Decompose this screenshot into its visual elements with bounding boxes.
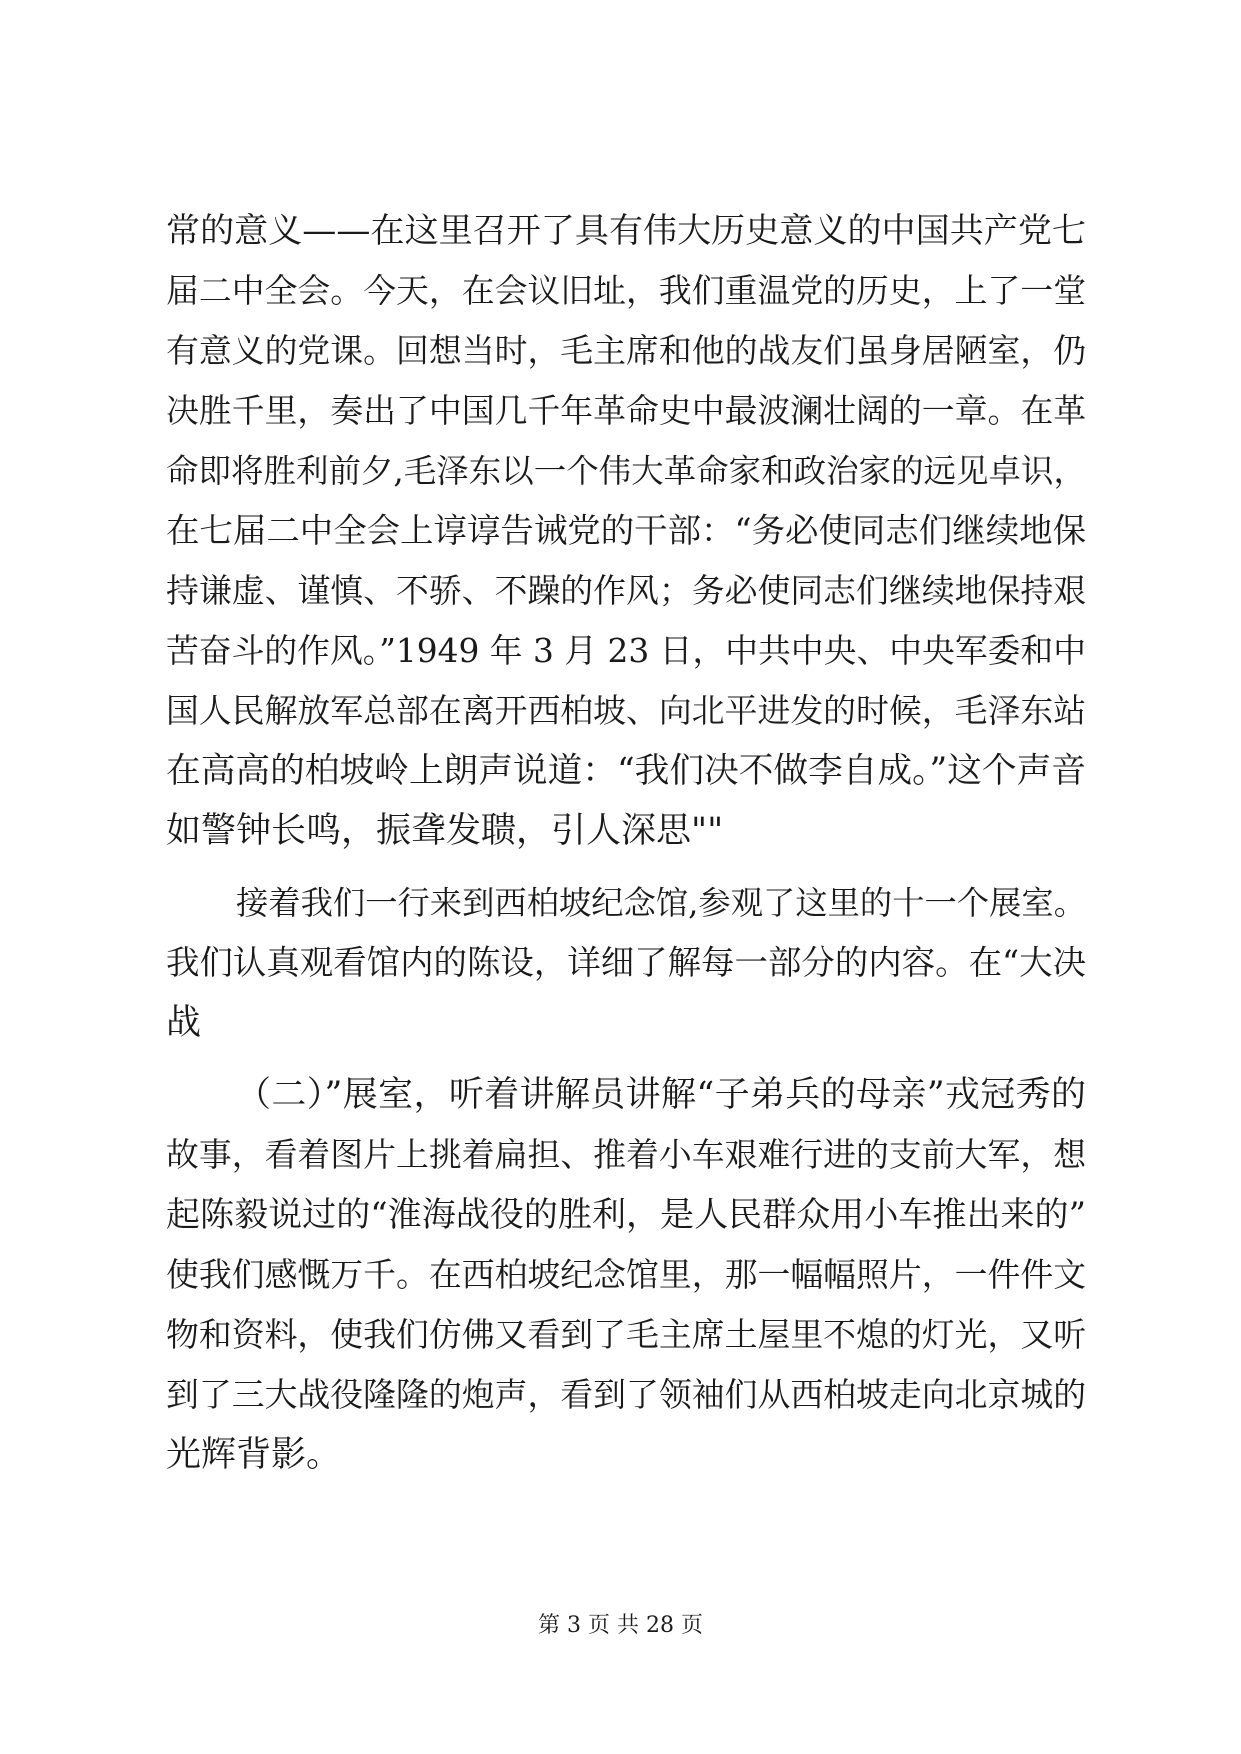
text-line: 到了三大战役隆隆的炮声，看到了领袖们从西柏坡走向北京城的 xyxy=(166,1375,1087,1414)
text-line: 苦奋斗的作风。”1949 年 3 月 23 日，中共中央、中央军委和中 xyxy=(166,632,1086,670)
text-line: 在高高的柏坡岭上朗声说道：“我们决不做李自成。”这个声音 xyxy=(166,751,1086,791)
text-line: 我们认真观看馆内的陈设，详细了解每一部分的内容。在“大决 xyxy=(166,943,1086,982)
text-line: 届二中全会。今天，在会议旧址，我们重温党的历史，上了一堂 xyxy=(166,271,1087,310)
text-line: 如警钟长鸣，振聋发聩，引人深思"" xyxy=(166,811,724,851)
text-line: 有意义的党课。回想当时，毛主席和他的战友们虽身居陋室，仍 xyxy=(166,331,1087,370)
text-line: 在七届二中全会上谆谆告诫党的干部：“务必使同志们继续地保 xyxy=(166,511,1086,550)
text-line: 接着我们一行来到西柏坡纪念馆,参观了这里的十一个展室。 xyxy=(236,884,1086,922)
text-line: 持谦虚、谨慎、不骄、不躁的作风；务必使同志们继续地保持艰 xyxy=(166,571,1087,610)
text-line: 故事，看着图片上挑着扁担、推着小车艰难行进的支前大军，想 xyxy=(166,1135,1087,1174)
page-number-footer: 第 3 页 共 28 页 xyxy=(538,1613,703,1638)
text-line: 光辉背影。 xyxy=(166,1435,342,1475)
text-line: 国人民解放军总部在离开西柏坡、向北平进发的时候，毛泽东站 xyxy=(166,691,1087,730)
text-line: 物和资料，使我们仿佛又看到了毛主席土屋里不熄的灯光，又听 xyxy=(166,1315,1087,1354)
text-line: （二）”展室，听着讲解员讲解“子弟兵的母亲”戎冠秀的 xyxy=(236,1075,1086,1115)
text-line: 决胜千里，奏出了中国几千年革命史中最波澜壮阔的一章。在革 xyxy=(166,391,1087,430)
text-line: 使我们感慨万千。在西柏坡纪念馆里，那一幅幅照片，一件件文 xyxy=(166,1255,1087,1294)
text-line: 常的意义——在这里召开了具有伟大历史意义的中国共产党七 xyxy=(166,211,1086,251)
text-line: 战 xyxy=(166,1003,202,1043)
text-line: 命即将胜利前夕,毛泽东以一个伟大革命家和政治家的远见卓识， xyxy=(166,452,1086,490)
text-line: 起陈毅说过的“淮海战役的胜利，是人民群众用小车推出来的” xyxy=(166,1195,1086,1235)
